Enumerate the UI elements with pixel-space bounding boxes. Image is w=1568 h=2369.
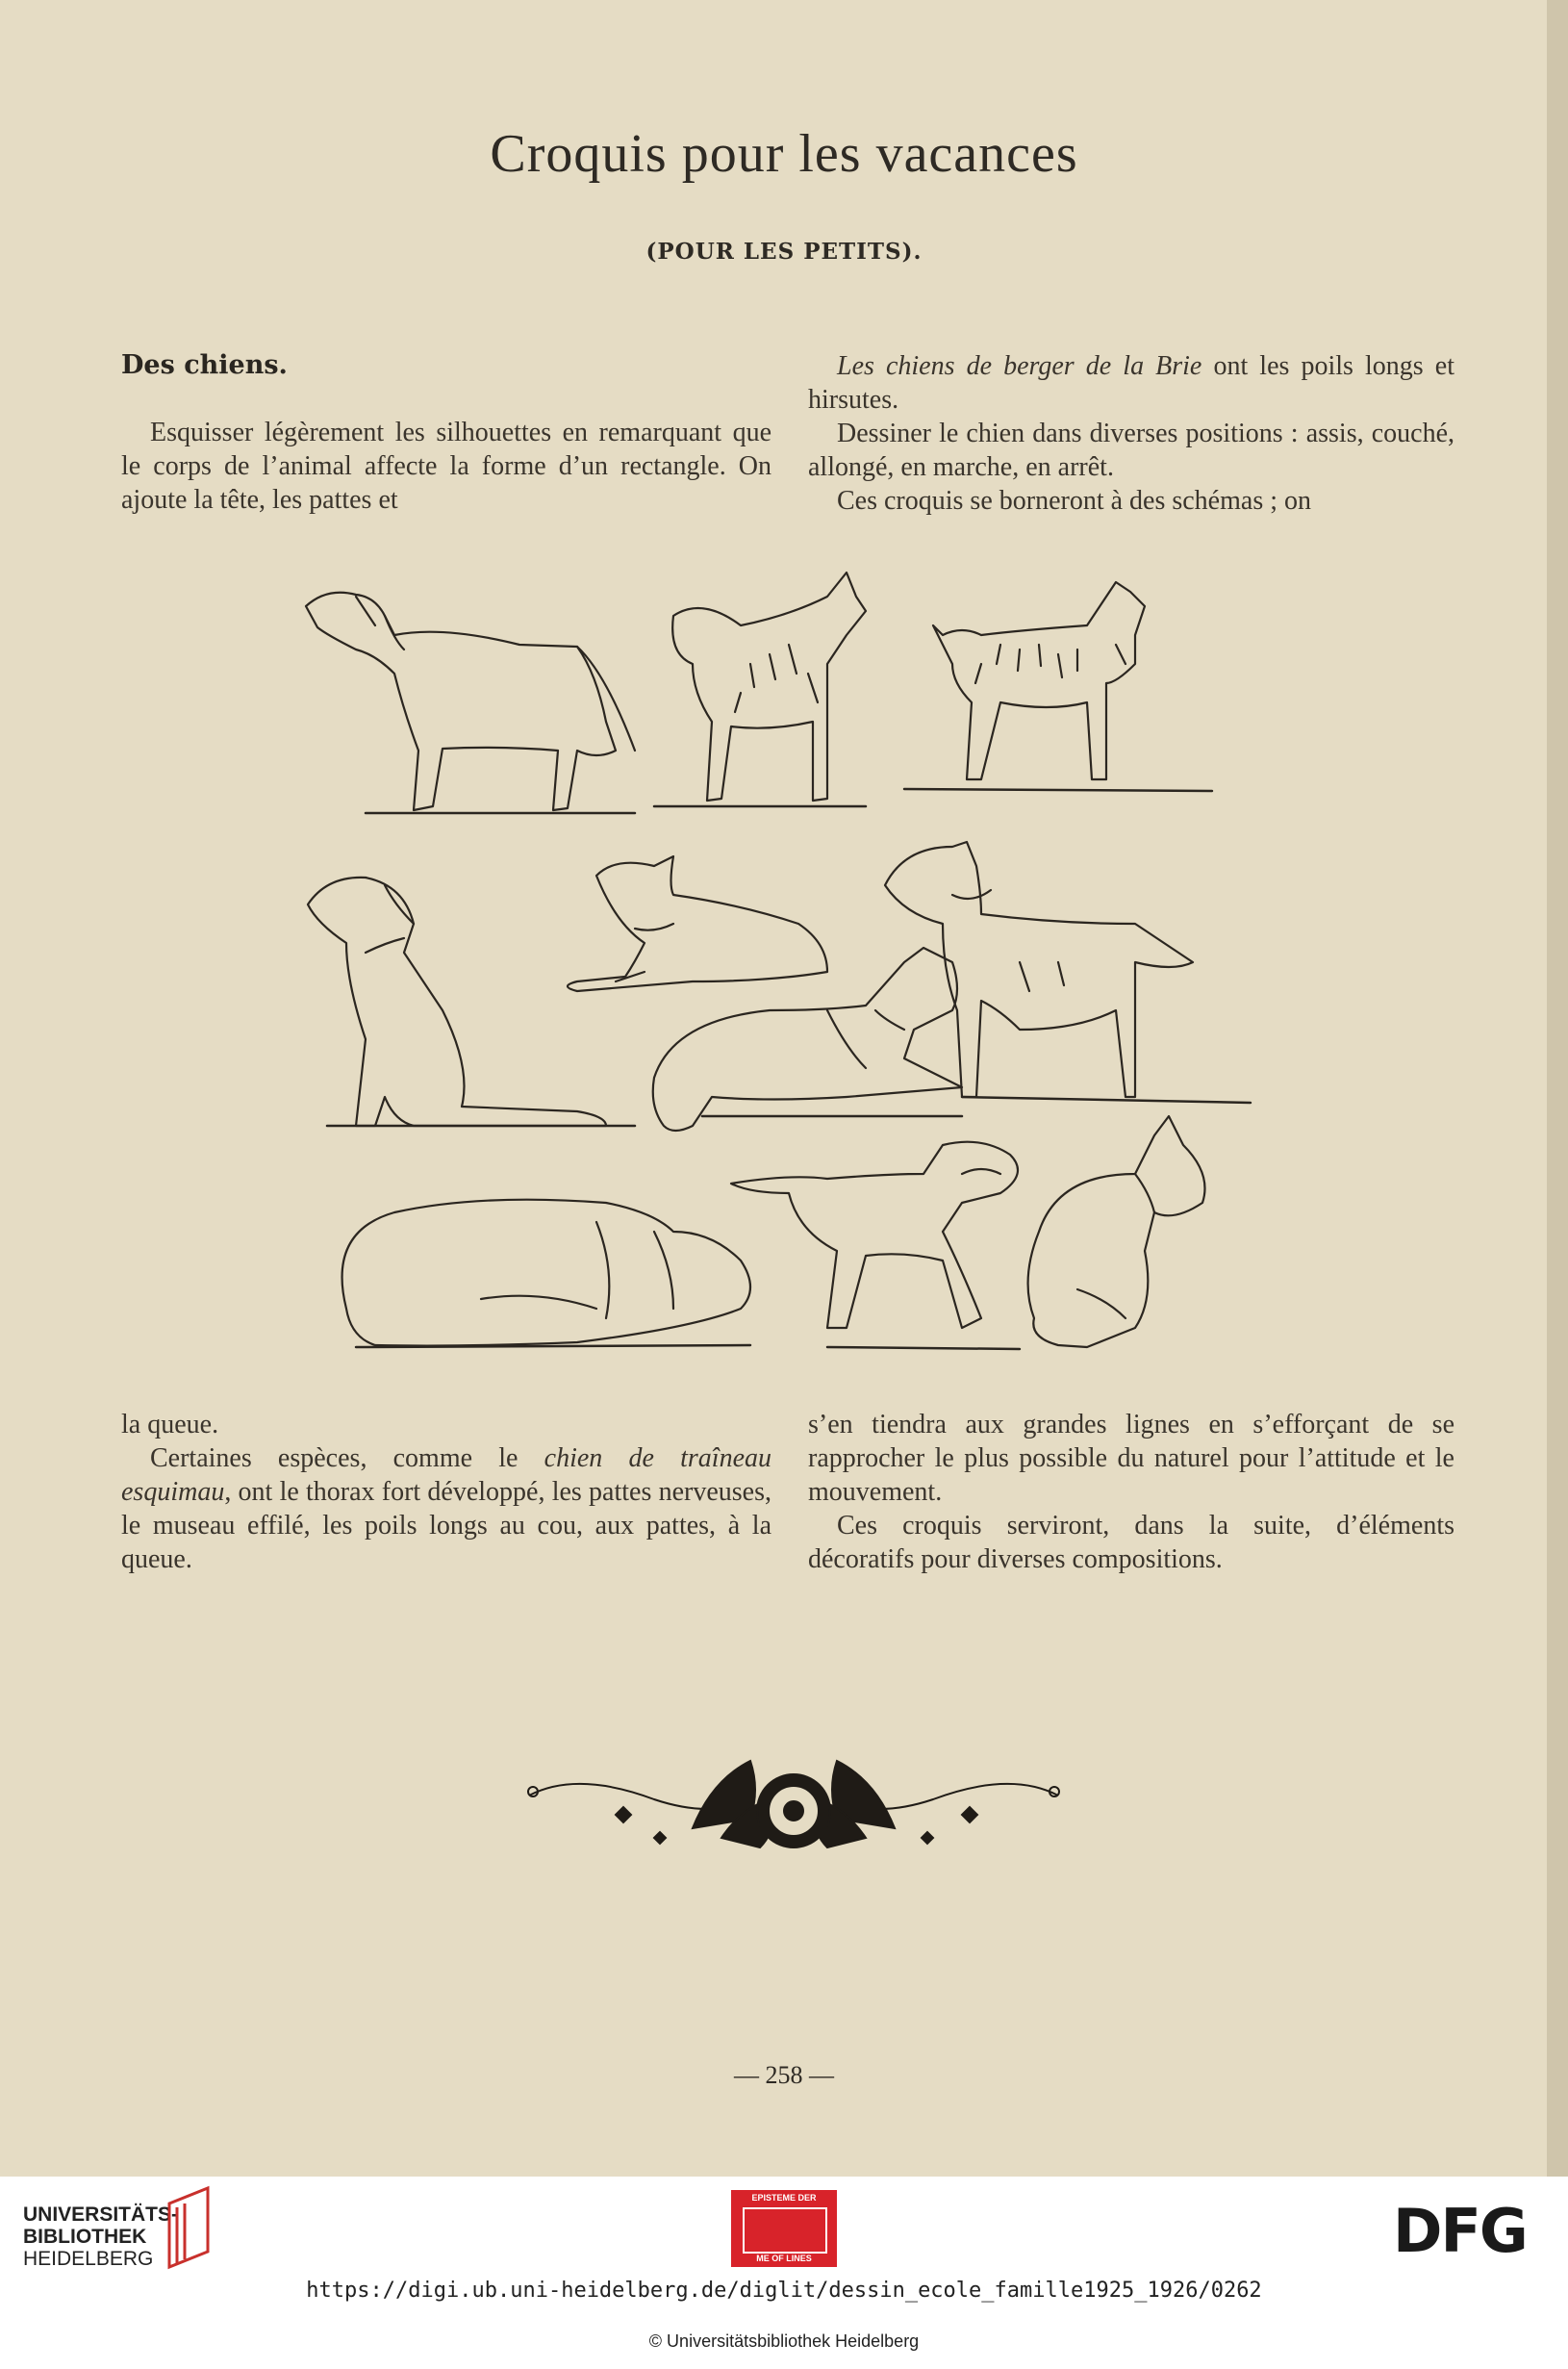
badge-bottom-text: ME OF LINES	[756, 2254, 812, 2263]
floral-ornament	[519, 1742, 1068, 1867]
paragraph: Dessiner le chien dans diverses positions : assis, couché, allongé, en marche, en arrêt.	[808, 419, 1454, 482]
paragraph: la queue.	[121, 1410, 219, 1439]
library-name-line: HEIDELBERG	[23, 2248, 154, 2270]
left-column-top	[121, 416, 771, 517]
episteme-badge-icon[interactable]	[731, 2190, 837, 2267]
page-subtitle: (POUR LES PETITS).	[645, 239, 923, 265]
badge-frame	[743, 2207, 827, 2254]
page-number: — 258 —	[734, 2061, 834, 2089]
italic-term: Les chiens de berger de la Brie	[837, 351, 1202, 381]
italic-term: chien de traîneau esquimau	[121, 1443, 771, 1507]
permalink-url[interactable]: https://digi.ub.uni-heidelberg.de/diglit/dessin_ecole_famille1925_1926/0262	[306, 2279, 1262, 2303]
paragraph: Ces croquis serviront, dans la suite, d’éléments décoratifs pour diverses compositions.	[808, 1511, 1454, 1574]
badge-top-text: EPISTEME DER	[751, 2193, 817, 2203]
section-heading: Des chiens.	[121, 350, 288, 380]
library-logo-icon[interactable]	[162, 2184, 221, 2271]
dog-sketches-illustration	[289, 558, 1289, 1366]
text-run: ont les poils longs et hirsutes.	[808, 351, 1454, 415]
copyright-notice: © Universitätsbibliothek Heidelberg	[648, 2331, 920, 2351]
text-run: Certaines espèces, comme le	[150, 1443, 544, 1473]
page-edge	[1547, 0, 1568, 2177]
library-name-line: UNIVERSITÄTS-	[23, 2203, 179, 2226]
paragraph: Esquisser légèrement les silhouettes en remarquant que le corps de l’animal affecte la forme d’un rectangle. On ajoute la tête, les pattes et	[121, 418, 771, 515]
paragraph: s’en tiendra aux grandes lignes en s’efforçant de se rapprocher le plus possible du naturel pour l’attitude et le mouvement.	[808, 1410, 1454, 1507]
dfg-logo[interactable]: DFG	[1393, 2196, 1527, 2266]
library-logo-text[interactable]	[23, 2203, 178, 2270]
text-run: , ont le thorax fort développé, les pattes nerveuses, le museau effilé, les poils longs au cou, aux pattes, à la queue.	[121, 1477, 771, 1574]
left-column-bottom	[121, 1408, 771, 1576]
page-title: Croquis pour les vacances	[490, 124, 1078, 184]
right-column-top	[808, 349, 1454, 518]
paragraph	[121, 1441, 771, 1576]
library-name-line: BIBLIOTHEK	[23, 2226, 147, 2248]
paragraph: Ces croquis se borneront à des schémas ; on	[837, 486, 1311, 516]
paragraph	[808, 349, 1454, 417]
right-column-bottom	[808, 1408, 1454, 1576]
